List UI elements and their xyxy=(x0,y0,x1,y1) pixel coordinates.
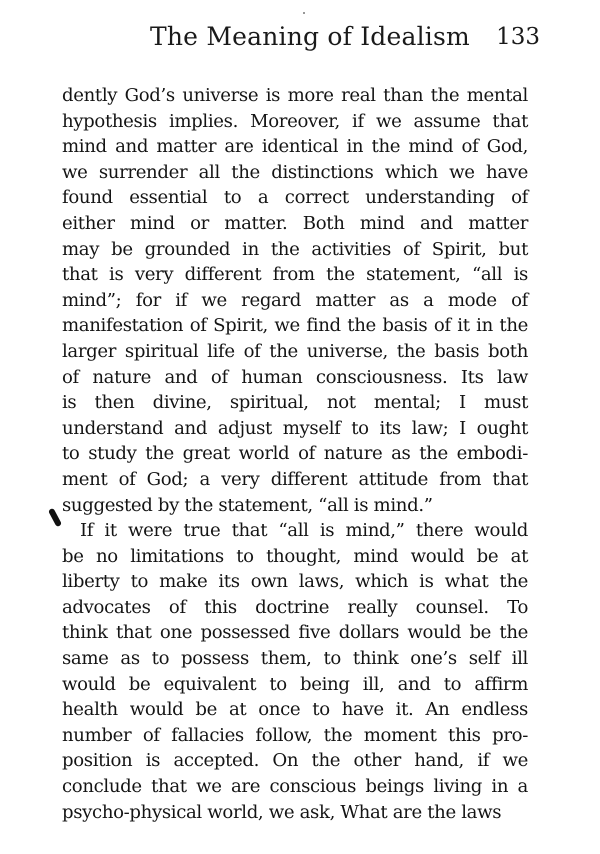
text-line: same as to possess them, to think one’s self ill xyxy=(62,648,528,670)
text-line: psycho-physical world, we ask, What are the laws xyxy=(62,801,502,823)
text-line: mind and matter are identical in the mind of God, xyxy=(62,136,528,158)
text-line: health would be at once to have it. An endless xyxy=(62,699,528,721)
text-line: larger spiritual life of the universe, the basis both xyxy=(62,340,528,362)
text-line: may be grounded in the activities of Spirit, but xyxy=(62,238,528,260)
text-line: number of fallacies follow, the moment this pro- xyxy=(62,724,528,746)
body-text xyxy=(62,83,528,825)
text-line: that is very different from the statement, “all is xyxy=(62,264,528,286)
text-line: liberty to make its own laws, which is what the xyxy=(62,571,528,593)
text-line: would be equivalent to being ill, and to affirm xyxy=(62,673,528,695)
text-line: mind”; for if we regard matter as a mode of xyxy=(62,289,528,311)
text-line: is then divine, spiritual, not mental; I must xyxy=(62,392,528,414)
text-line: of nature and of human consciousness. Its law xyxy=(62,366,528,388)
text-line: position is accepted. On the other hand, if we xyxy=(62,750,528,772)
paragraph-start-line: If it were true that “all is mind,” there would xyxy=(80,520,528,542)
text-line: ment of God; a very different attitude from that xyxy=(62,468,528,490)
text-line: understand and adjust myself to its law; I ought xyxy=(62,417,528,439)
text-line: dently God’s universe is more real than the mental xyxy=(62,85,528,106)
text-line: we surrender all the distinctions which we have xyxy=(62,161,528,183)
text-line: either mind or matter. Both mind and matter xyxy=(62,212,528,234)
pencil-margin-mark-icon xyxy=(48,508,62,528)
text-line: advocates of this doctrine really counsel. To xyxy=(62,596,528,618)
text-line: be no limitations to thought, mind would be at xyxy=(62,545,528,567)
text-line: conclude that we are conscious beings living in a xyxy=(62,776,528,798)
text-line: found essential to a correct understanding of xyxy=(62,187,528,209)
scan-speck xyxy=(303,12,305,14)
text-line: suggested by the statement, “all is mind.” xyxy=(62,494,433,516)
text-line: to study the great world of nature as the embodi- xyxy=(62,443,528,465)
running-title: The Meaning of Idealism xyxy=(150,22,470,51)
page-number: 133 xyxy=(496,24,540,50)
text-line: manifestation of Spirit, we find the basis of it in the xyxy=(62,315,528,337)
text-line: hypothesis implies. Moreover, if we assume that xyxy=(62,110,528,132)
text-line: think that one possessed five dollars would be the xyxy=(62,622,528,644)
page-header xyxy=(62,22,540,62)
